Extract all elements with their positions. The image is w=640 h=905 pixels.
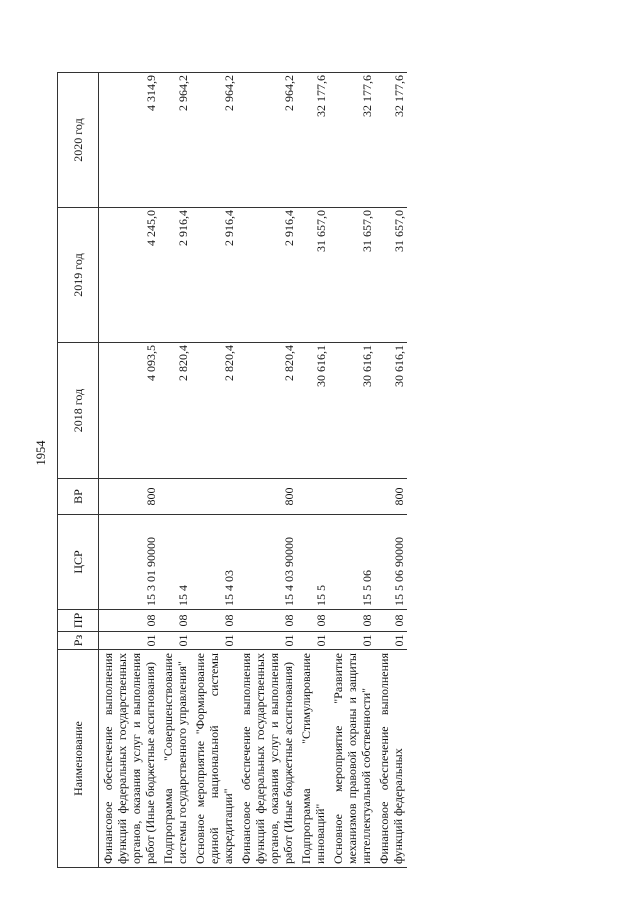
table-row — [329, 73, 375, 868]
row-rz: 01 — [237, 632, 297, 650]
row-pr: 08 — [297, 610, 329, 632]
row-2018: 4 093,5 — [99, 343, 160, 479]
row-pr: 08 — [375, 610, 407, 632]
row-2020: 2 964,2 — [191, 73, 237, 208]
row-rz: 01 — [375, 632, 407, 650]
row-2018: 30 616,1 — [297, 343, 329, 479]
row-2018: 2 820,4 — [191, 343, 237, 479]
header-2018: 2018 год — [58, 343, 99, 479]
row-rz: 01 — [329, 632, 375, 650]
row-rz: 01 — [191, 632, 237, 650]
header-2019: 2019 год — [58, 208, 99, 343]
table-row — [297, 73, 329, 868]
row-2018: 30 616,1 — [375, 343, 407, 479]
row-csr: 15 5 06 — [329, 515, 375, 610]
row-vr — [191, 479, 237, 515]
row-2019: 2 916,4 — [159, 208, 191, 343]
row-name: Подпрограмма "Совершенствование системы государственного управления" — [159, 650, 191, 868]
page-number: 1954 — [34, 440, 48, 466]
row-2020: 32 177,6 — [297, 73, 329, 208]
table-row — [99, 73, 160, 868]
table-row — [191, 73, 237, 868]
row-2019: 2 916,4 — [237, 208, 297, 343]
row-rz: 01 — [297, 632, 329, 650]
row-vr — [329, 479, 375, 515]
row-vr — [297, 479, 329, 515]
row-csr: 15 5 — [297, 515, 329, 610]
header-pr: ПР — [58, 610, 99, 632]
row-2019: 31 657,0 — [297, 208, 329, 343]
row-vr: 800 — [99, 479, 160, 515]
header-row — [58, 73, 99, 868]
row-name: Основное мероприятие "Развитие механизмов правовой охраны и защиты интеллектуальной собственности" — [329, 650, 375, 868]
row-pr: 08 — [159, 610, 191, 632]
row-2020: 32 177,6 — [329, 73, 375, 208]
row-2020: 2 964,2 — [159, 73, 191, 208]
table-row — [375, 73, 407, 868]
row-2019: 2 916,4 — [191, 208, 237, 343]
header-vr: ВР — [58, 479, 99, 515]
row-name: Финансовое обеспечение выполнения функций федеральных — [375, 650, 407, 868]
table-row — [159, 73, 191, 868]
row-vr: 800 — [375, 479, 407, 515]
row-name: Финансовое обеспечение выполнения функций федеральных государственных органов, оказания услуг и выполнения работ (Иные бюджетные ассигнования) — [237, 650, 297, 868]
row-2019: 31 657,0 — [329, 208, 375, 343]
row-csr: 15 4 03 — [191, 515, 237, 610]
row-csr: 15 5 06 90000 — [375, 515, 407, 610]
row-rz: 01 — [99, 632, 160, 650]
row-2019: 31 657,0 — [375, 208, 407, 343]
row-vr — [159, 479, 191, 515]
row-pr: 08 — [191, 610, 237, 632]
rotated-table-container — [57, 73, 592, 868]
row-2020: 4 314,9 — [99, 73, 160, 208]
header-name: Наименование — [58, 650, 99, 868]
header-csr: ЦСР — [58, 515, 99, 610]
row-name: Финансовое обеспечение выполнения функций федеральных государственных органов, оказания услуг и выполнения работ (Иные бюджетные ассигнования) — [99, 650, 160, 868]
row-2018: 2 820,4 — [237, 343, 297, 479]
row-rz: 01 — [159, 632, 191, 650]
row-2020: 32 177,6 — [375, 73, 407, 208]
row-name: Подпрограмма "Стимулирование инноваций" — [297, 650, 329, 868]
row-pr: 08 — [99, 610, 160, 632]
header-rz: Рз — [58, 632, 99, 650]
row-csr: 15 3 01 90000 — [99, 515, 160, 610]
row-2018: 30 616,1 — [329, 343, 375, 479]
row-2018: 2 820,4 — [159, 343, 191, 479]
row-vr: 800 — [237, 479, 297, 515]
table-row — [237, 73, 297, 868]
row-name: Основное мероприятие "Формирование единой национальной системы аккредитации" — [191, 650, 237, 868]
header-2020: 2020 год — [58, 73, 99, 208]
row-2020: 2 964,2 — [237, 73, 297, 208]
budget-table — [57, 72, 407, 868]
row-csr: 15 4 — [159, 515, 191, 610]
row-pr: 08 — [329, 610, 375, 632]
row-pr: 08 — [237, 610, 297, 632]
row-2019: 4 245,0 — [99, 208, 160, 343]
row-csr: 15 4 03 90000 — [237, 515, 297, 610]
